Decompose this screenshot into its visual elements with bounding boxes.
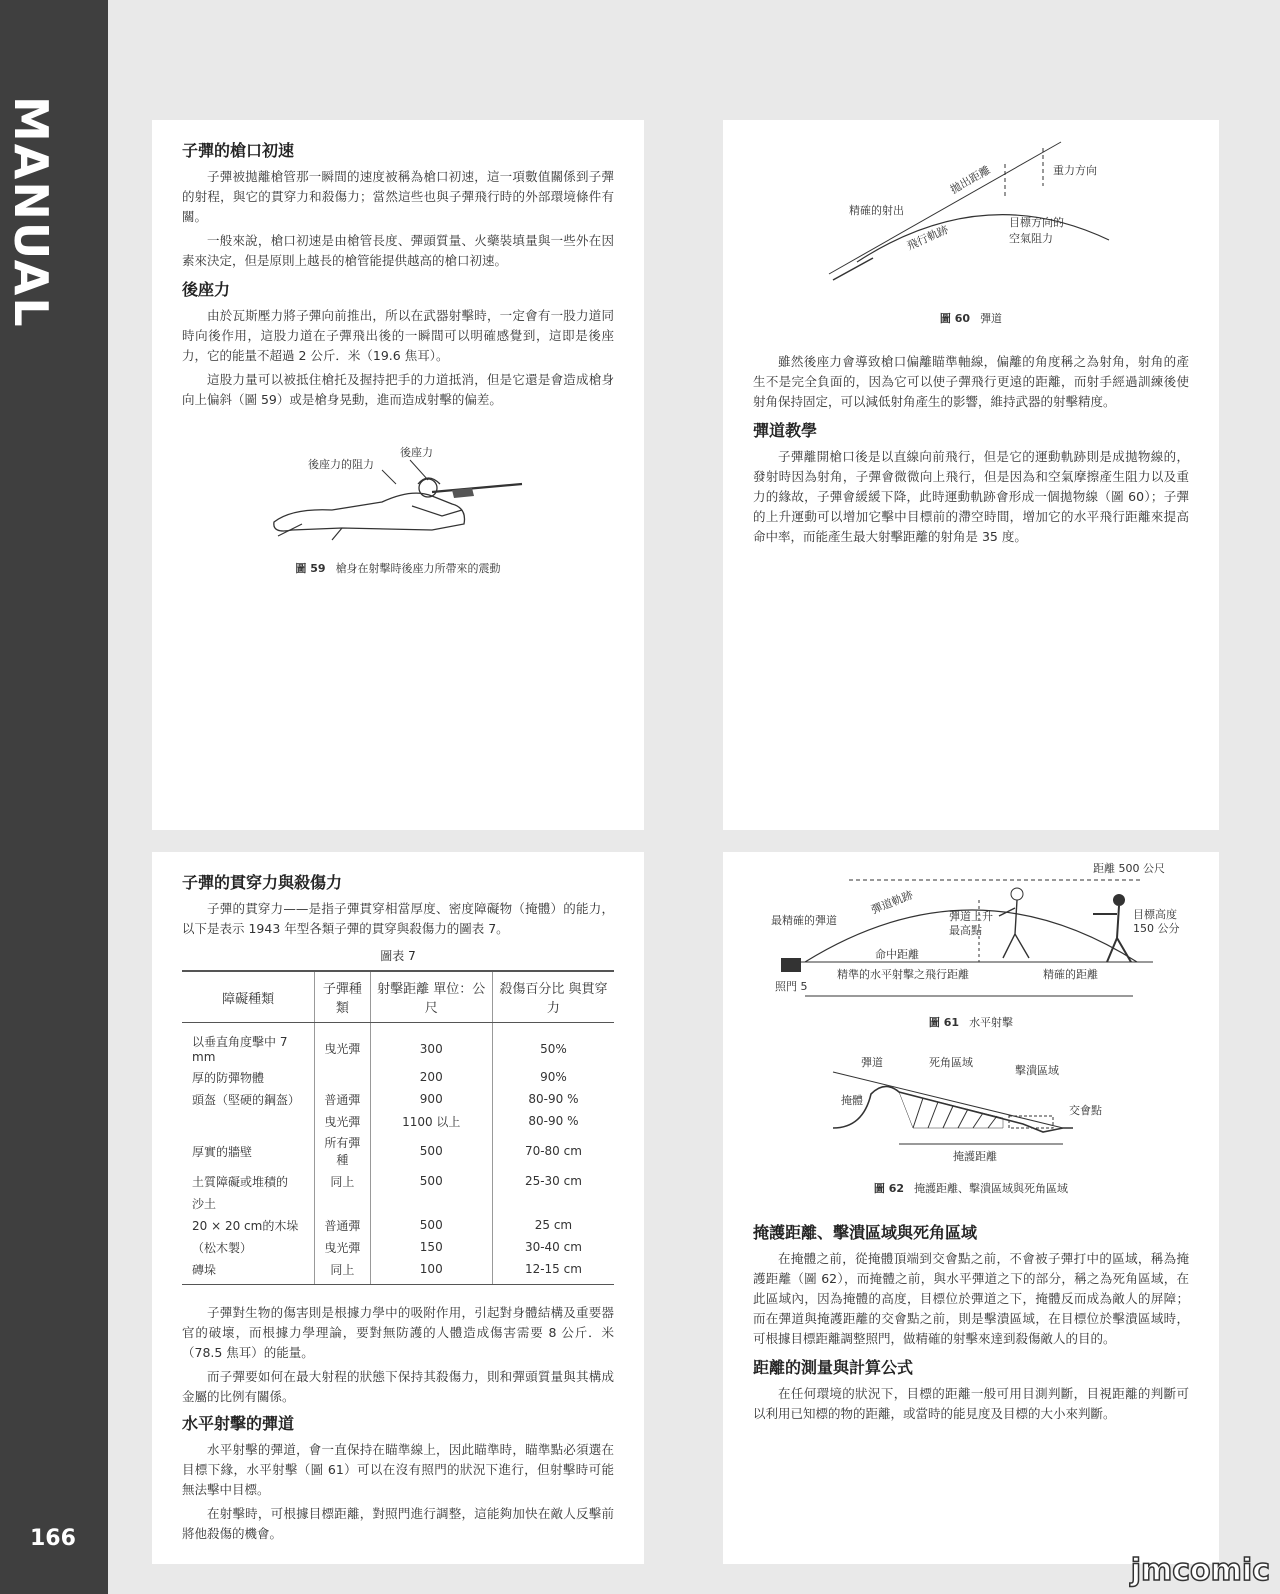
table-header: 射擊距離 單位：公尺 <box>370 971 492 1023</box>
fig59-label-recoil: 後座力 <box>400 446 433 459</box>
table-cell <box>370 1192 492 1214</box>
table-cell: 70-80 cm <box>492 1132 614 1170</box>
table-cell: 曳光彈 <box>315 1023 370 1067</box>
table-cell: 20 × 20 cm的木垛 <box>192 1218 299 1233</box>
section-title-horizontal-fire: 水平射擊的彈道 <box>182 1414 295 1433</box>
fig62-text: 掩護距離、擊潰區域與死角區域 <box>914 1182 1069 1195</box>
table-row <box>182 1214 614 1236</box>
table-cell: 同上 <box>315 1170 370 1192</box>
fig61-label: 150 公分 <box>1133 922 1180 935</box>
table-cell: 頭盔（堅硬的鋼盔） <box>192 1092 301 1107</box>
table-cell: 500 <box>370 1132 492 1170</box>
table-row <box>182 1132 614 1170</box>
section-title-muzzle-velocity: 子彈的槍口初速 <box>182 141 295 160</box>
fig61-label: 照門 5 <box>775 980 808 993</box>
table-cell: （松木製） <box>192 1240 253 1255</box>
fig61-rear-sight <box>781 958 801 972</box>
paragraph: 在射擊時，可根據目標距離，對照門進行調整，這能夠加快在敵人反擊前將他殺傷的機會。 <box>182 1506 614 1541</box>
table-cell: 150 <box>370 1236 492 1258</box>
section-title-recoil: 後座力 <box>182 280 231 299</box>
table-header: 子彈種類 <box>315 971 370 1023</box>
fig61-text: 水平射擊 <box>969 1016 1014 1029</box>
table-cell: 厚的防彈物體 <box>192 1070 265 1085</box>
fig60-label-air-resistance: 空氣阻力 <box>1009 232 1053 245</box>
fig61-label: 精確的距離 <box>1043 968 1098 981</box>
fig61-label: 目標高度 <box>1133 908 1177 921</box>
side-bar <box>0 0 108 1594</box>
section-title-penetration: 子彈的貫穿力與殺傷力 <box>182 873 343 892</box>
penetration-table <box>182 970 614 1285</box>
fig61-soldier-1-head <box>1011 888 1023 900</box>
figure-60-caption <box>753 310 1189 326</box>
table-row <box>182 1088 614 1110</box>
table-cell: 50% <box>492 1023 614 1067</box>
fig60-label-target-direction: 目標方向的 <box>1009 216 1064 229</box>
table-cell <box>315 1192 370 1214</box>
fig61-label: 最高點 <box>949 924 982 937</box>
table-header: 殺傷百分比 與貫穿力 <box>492 971 614 1023</box>
table-cell <box>182 1110 315 1132</box>
panel-bottom-right <box>723 852 1219 1564</box>
table-row <box>182 1023 614 1067</box>
table-cell: 沙土 <box>192 1196 217 1211</box>
figure-61-caption <box>753 1014 1189 1030</box>
table-cell: 同上 <box>315 1258 370 1285</box>
table-cell: 磚垛 <box>182 1258 315 1285</box>
table-row <box>182 1066 614 1088</box>
table-body <box>182 1023 614 1285</box>
watermark-logo: jmcomic <box>1130 1553 1270 1588</box>
panel-top-right <box>723 120 1219 830</box>
table-cell: 所有彈種 <box>315 1132 370 1170</box>
table-cell: 厚實的牆壁 <box>192 1144 253 1159</box>
table-title: 圖表 7 <box>380 949 416 963</box>
fig60-label-precise-shot: 精確的射出 <box>849 204 904 217</box>
paragraph: 而子彈要如何在最大射程的狀態下保持其殺傷力，則和彈頭質量與其構成金屬的比例有關係。 <box>182 1369 614 1404</box>
panel-bottom-left <box>152 852 644 1564</box>
table-cell: 300 <box>370 1023 492 1067</box>
table-row <box>182 1258 614 1285</box>
figure-60-trajectory <box>753 134 1189 304</box>
manual-title: MANUAL <box>4 96 58 329</box>
table-cell: 土質障礙或堆積的 <box>192 1174 289 1189</box>
table-cell: 1100 以上 <box>370 1110 492 1132</box>
fig62-label: 彈道 <box>861 1056 883 1069</box>
fig60-label-throw-distance: 拋出距離 <box>948 163 993 197</box>
figure-59-caption <box>182 560 614 576</box>
paragraph: 子彈離開槍口後是以直線向前飛行，但是它的運動軌跡則是成拋物線的，發射時因為射角，子彈會微微向上飛行，但是因為和空氣摩擦產生阻力以及重力的緣故，子彈會緩緩下降，此時運動軌跡會形成一個拋物線（圖 60）；子彈的上升運動可以增加它擊中目標前的滯空時間，增加它的水平飛行距離來提高命中率，而能產生最大射擊距離的射角是 35 度。 <box>753 449 1189 544</box>
fig61-label: 命中距離 <box>875 948 919 961</box>
fig60-label-flight-path: 飛行軌跡 <box>904 222 951 253</box>
table-cell <box>315 1066 370 1088</box>
fig62-label: 交會點 <box>1069 1104 1102 1117</box>
panel-top-left <box>152 120 644 830</box>
table-cell: 500 <box>370 1170 492 1192</box>
fig59-label-resistance: 後座力的阻力 <box>308 458 374 471</box>
fig62-number: 圖 62 <box>873 1182 905 1195</box>
fig61-label: 彈道上升 <box>949 910 993 923</box>
table-cell: 90% <box>492 1066 614 1088</box>
paragraph: 雖然後座力會導致槍口偏離瞄準軸線，偏離的角度稱之為射角，射角的產生不是完全負面的，因為它可以使子彈飛行更遠的距離，而射手經過訓練後使射角保持固定，可以減低射角產生的影響，維持武器的射擊精度。 <box>753 354 1189 409</box>
table-cell: 200 <box>370 1066 492 1088</box>
table-cell: 25-30 cm <box>492 1170 614 1192</box>
table-header: 障礙種類 <box>182 971 315 1023</box>
section-title-distance: 距離的測量與計算公式 <box>753 1358 914 1377</box>
paragraph: 子彈對生物的傷害則是根據力學中的吸附作用，引起對身體結構及重要器官的破壞，而根據力學理論，要對無防護的人體造成傷害需要 8 公斤．米（78.5 焦耳）的能量。 <box>182 1305 614 1360</box>
fig59-text: 槍身在射擊時後座力所帶來的震動 <box>335 562 501 575</box>
table-cell: 以垂直角度擊中 7 mm <box>192 1035 288 1064</box>
table-cell: 12-15 cm <box>492 1258 614 1285</box>
table-cell: 普通彈 <box>315 1214 370 1236</box>
fig61-number: 圖 61 <box>928 1016 960 1029</box>
page-number: 166 <box>30 1526 76 1551</box>
fig62-label: 擊潰區域 <box>1015 1064 1059 1077</box>
table-cell: 100 <box>370 1258 492 1285</box>
fig62-label: 死角區域 <box>929 1056 973 1069</box>
fig61-label: 彈道軌跡 <box>869 888 915 917</box>
table-cell <box>492 1192 614 1214</box>
fig59-number: 圖 59 <box>295 562 326 575</box>
fig62-label: 掩體 <box>841 1094 863 1107</box>
section-title-cover-zones: 掩護距離、擊潰區域與死角區域 <box>753 1223 978 1242</box>
table-cell: 500 <box>370 1214 492 1236</box>
table-row <box>182 1110 614 1132</box>
paragraph: 子彈被拋離槍管那一瞬間的速度被稱為槍口初速，這一項數值關係到子彈的射程，與它的貫穿力和殺傷力；當然這些也與子彈飛行時的外部環境條件有關。 <box>182 169 614 224</box>
figure-62-caption <box>753 1180 1189 1196</box>
paragraph: 這股力量可以被抵住槍托及握持把手的力道抵消，但是它還是會造成槍身向上偏斜（圖 59）或是槍身晃動，進而造成射擊的偏差。 <box>182 372 614 407</box>
table-cell: 80-90 % <box>492 1088 614 1110</box>
fig61-label: 距離 500 公尺 <box>1093 862 1165 875</box>
figure-62-cover-zones <box>753 1044 1189 1174</box>
fig61-label: 精準的水平射擊之飛行距離 <box>837 968 969 981</box>
table-row <box>182 1236 614 1258</box>
table-cell: 普通彈 <box>315 1088 370 1110</box>
table-cell: 900 <box>370 1088 492 1110</box>
paragraph: 在掩體之前，從掩體頂端到交會點之前，不會被子彈打中的區域，稱為掩護距離（圖 62），而掩體之前，與水平彈道之下的部分，稱之為死角區域，在此區域內，因為掩體的高度，目標位於彈道之下，掩體反而成為敵人的屏障；而在彈道與掩護距離的交會點之前，則是擊潰區域，在目標位於擊潰區域時，可根據目標距離調整照門，做精確的射擊來達到殺傷敵人的目的。 <box>753 1251 1189 1346</box>
table-cell: 25 cm <box>492 1214 614 1236</box>
paragraph: 一般來說，槍口初速是由槍管長度、彈頭質量、火藥裝填量與一些外在因素來決定，但是原則上越長的槍管能提供越高的槍口初速。 <box>182 233 614 268</box>
table-cell: 曳光彈 <box>315 1110 370 1132</box>
fig61-soldier-2-head <box>1113 894 1125 906</box>
paragraph: 在任何環境的狀況下，目標的距離一般可用目測判斷，目視距離的判斷可以利用已知標的物的距離，或當時的能見度及目標的大小來判斷。 <box>753 1386 1189 1421</box>
fig62-label: 掩護距離 <box>953 1150 997 1163</box>
figure-61-horizontal-fire <box>753 858 1189 1008</box>
table-cell: 30-40 cm <box>492 1236 614 1258</box>
fig60-label-gravity: 重力方向 <box>1053 164 1097 177</box>
table-row <box>182 1192 614 1214</box>
paragraph: 子彈的貫穿力——是指子彈貫穿相當厚度、密度障礙物（掩體）的能力，以下是表示 1943 年型各類子彈的貫穿與殺傷力的圖表 7。 <box>182 901 614 936</box>
figure-59-prone-shooter <box>182 444 614 554</box>
table-cell: 曳光彈 <box>315 1236 370 1258</box>
paragraph: 水平射擊的彈道，會一直保持在瞄準線上，因此瞄準時，瞄準點必須選在目標下緣，水平射擊（圖 61）可以在沒有照門的狀況下進行，但射擊時可能無法擊中目標。 <box>182 1442 614 1497</box>
fig60-number: 圖 60 <box>939 312 971 325</box>
fig60-text: 彈道 <box>980 312 1003 325</box>
paragraph: 由於瓦斯壓力將子彈向前推出，所以在武器射擊時，一定會有一股力道同時向後作用，這股力道在子彈飛出後的一瞬間可以明確感覺到，這即是後座力，它的能量不超過 2 公斤．米（19.6 焦耳）。 <box>182 308 614 363</box>
fig61-label: 最精確的彈道 <box>771 914 837 927</box>
table-row <box>182 1170 614 1192</box>
table-cell: 80-90 % <box>492 1110 614 1132</box>
section-title-ballistics: 彈道教學 <box>753 421 818 440</box>
